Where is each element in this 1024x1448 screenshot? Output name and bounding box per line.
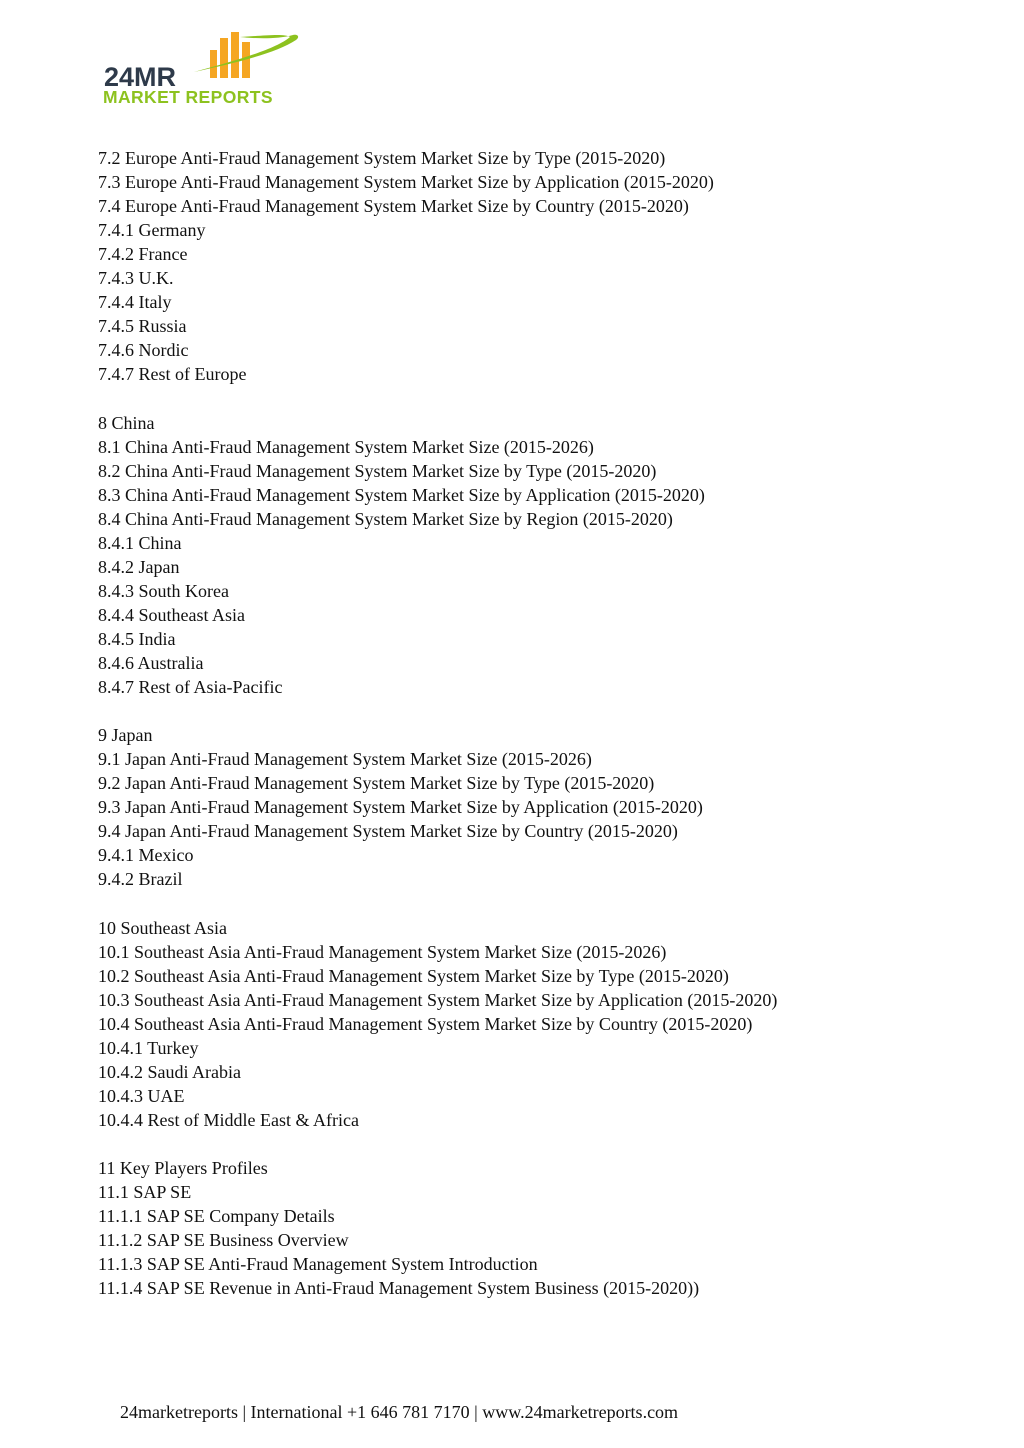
toc-entry: 10.4 Southeast Asia Anti-Fraud Management System Market Size by Country (2015-2020) — [98, 1013, 753, 1034]
toc-section-heading: 9 Japan — [98, 725, 153, 746]
toc-entry: 8.4 China Anti-Fraud Management System Market Size by Region (2015-2020) — [98, 508, 673, 529]
toc-entry: 10.3 Southeast Asia Anti-Fraud Management System Market Size by Application (2015-2020) — [98, 989, 778, 1010]
toc-entry: 9.4 Japan Anti-Fraud Management System Market Size by Country (2015-2020) — [98, 821, 678, 842]
toc-entry: 9.4.1 Mexico — [98, 845, 194, 866]
toc-entry: 10.1 Southeast Asia Anti-Fraud Management System Market Size (2015-2026) — [98, 941, 667, 962]
logo-bar-3 — [231, 32, 239, 78]
table-of-contents — [98, 146, 978, 1300]
toc-entry: 7.4.4 Italy — [98, 292, 172, 313]
page-footer: 24marketreports | International +1 646 781 7170 | www.24marketreports.com — [120, 1402, 679, 1422]
toc-entry: 8.4.6 Australia — [98, 652, 204, 673]
logo-text-market-reports: MARKET REPORTS — [103, 87, 273, 107]
toc-entry: 10.4.1 Turkey — [98, 1037, 199, 1058]
toc-entry: 11.1 SAP SE — [98, 1182, 192, 1203]
section-gap — [98, 891, 978, 915]
toc-entry: 7.4.7 Rest of Europe — [98, 364, 247, 385]
toc-entry: 7.4.6 Nordic — [98, 340, 189, 361]
section-gap — [98, 699, 978, 723]
toc-entry: 9.3 Japan Anti-Fraud Management System Market Size by Application (2015-2020) — [98, 797, 703, 818]
toc-entry: 8.4.2 Japan — [98, 556, 180, 577]
toc-entry: 7.3 Europe Anti-Fraud Management System Market Size by Application (2015-2020) — [98, 172, 714, 193]
toc-entry: 10.4.3 UAE — [98, 1085, 185, 1106]
toc-entry: 9.1 Japan Anti-Fraud Management System Market Size (2015-2026) — [98, 749, 592, 770]
toc-entry: 8.4.3 South Korea — [98, 580, 229, 601]
toc-entry: 7.4.2 France — [98, 244, 188, 265]
toc-entry: 9.4.2 Brazil — [98, 869, 183, 890]
toc-section-heading: 11 Key Players Profiles — [98, 1157, 268, 1178]
section-gap — [98, 386, 978, 410]
toc-entry: 11.1.3 SAP SE Anti-Fraud Management System Introduction — [98, 1254, 538, 1275]
toc-entry: 7.4.1 Germany — [98, 220, 206, 241]
toc-entry: 8.3 China Anti-Fraud Management System Market Size by Application (2015-2020) — [98, 484, 705, 505]
toc-section-heading: 8 China — [98, 412, 155, 433]
toc-entry: 8.2 China Anti-Fraud Management System Market Size by Type (2015-2020) — [98, 460, 657, 481]
section-gap — [98, 1132, 978, 1156]
toc-entry: 7.4.5 Russia — [98, 316, 187, 337]
toc-entry: 8.4.1 China — [98, 532, 182, 553]
toc-entry: 10.4.4 Rest of Middle East & Africa — [98, 1109, 359, 1130]
logo-bar-2 — [220, 38, 228, 78]
toc-entry: 10.4.2 Saudi Arabia — [98, 1061, 241, 1082]
toc-entry: 11.1.2 SAP SE Business Overview — [98, 1230, 349, 1251]
company-logo — [100, 28, 310, 108]
toc-entry: 11.1.4 SAP SE Revenue in Anti-Fraud Management System Business (2015-2020)) — [98, 1278, 700, 1299]
logo-text-24mr: 24MR — [104, 62, 177, 92]
toc-entry: 8.4.5 India — [98, 628, 176, 649]
toc-entry: 11.1.1 SAP SE Company Details — [98, 1206, 335, 1227]
toc-entry: 7.4.3 U.K. — [98, 268, 174, 289]
logo-bar-1 — [210, 50, 217, 78]
toc-entry: 9.2 Japan Anti-Fraud Management System Market Size by Type (2015-2020) — [98, 773, 655, 794]
toc-entry: 7.2 Europe Anti-Fraud Management System Market Size by Type (2015-2020) — [98, 148, 666, 168]
toc-entry: 8.4.4 Southeast Asia — [98, 604, 245, 625]
toc-entry: 8.1 China Anti-Fraud Management System Market Size (2015-2026) — [98, 436, 594, 457]
toc-section-heading: 10 Southeast Asia — [98, 917, 227, 938]
toc-entry: 10.2 Southeast Asia Anti-Fraud Management System Market Size by Type (2015-2020) — [98, 965, 729, 986]
toc-entry: 8.4.7 Rest of Asia-Pacific — [98, 677, 283, 698]
toc-entry: 7.4 Europe Anti-Fraud Management System Market Size by Country (2015-2020) — [98, 196, 689, 217]
